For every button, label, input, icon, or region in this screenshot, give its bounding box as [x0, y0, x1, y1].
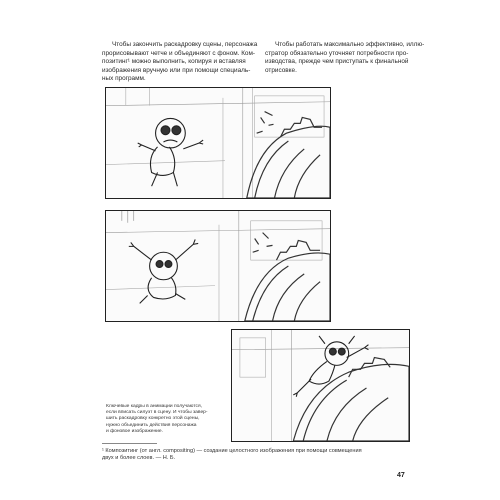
left-text-line: Чтобы закончить раскадровку сцены, персонажа [112, 41, 258, 48]
footnote-line: ¹ Композитинг (от англ. compositing) — создание целостного изображения при помощи совмещения [102, 448, 362, 454]
caption-line: нужно объединить действия персонажа [106, 422, 197, 428]
footnote [102, 448, 422, 463]
caption-line: Ключевые кадры в анимации получаются, [106, 404, 202, 409]
storyboard-sketch-1 [106, 88, 330, 198]
left-text-line: позитинг¹ можно выполнить, копируя и вставляя [102, 58, 246, 66]
left-text-column [102, 41, 257, 84]
right-text-line: Чтобы работать максимально эффективно, иллю- [275, 41, 425, 48]
storyboard-panel-3 [231, 329, 410, 442]
image-caption [106, 404, 224, 435]
storyboard-sketch-2 [106, 211, 330, 321]
footnote-divider [102, 443, 157, 444]
storyboard-panel-2 [105, 210, 331, 322]
left-text-line: изображения вручную или при помощи специаль- [102, 66, 251, 74]
storyboard-sketch-3 [232, 330, 409, 441]
page-number: 47 [397, 472, 405, 479]
caption-line: и фоновое изображение. [106, 428, 163, 434]
right-text-line: отрисовке. [265, 66, 297, 74]
left-text-line: ных программ. [102, 75, 146, 83]
left-text-line: прорисовывают четче и объединяют с фоном. Ком- [102, 49, 255, 57]
right-text-column [265, 41, 425, 75]
caption-line: шить раскадровку конкретно этой сцены, [106, 416, 200, 422]
right-text-line: изводства, прежде чем приступать к финальной [265, 58, 409, 66]
right-text-line: стратор обязательно уточняет потребности про- [265, 49, 409, 57]
caption-line: если вписать силуэт в сцену. И чтобы завер- [106, 410, 208, 416]
footnote-line: двух и более слоев. — Н. Б. [102, 455, 176, 462]
storyboard-panel-1 [105, 87, 331, 199]
